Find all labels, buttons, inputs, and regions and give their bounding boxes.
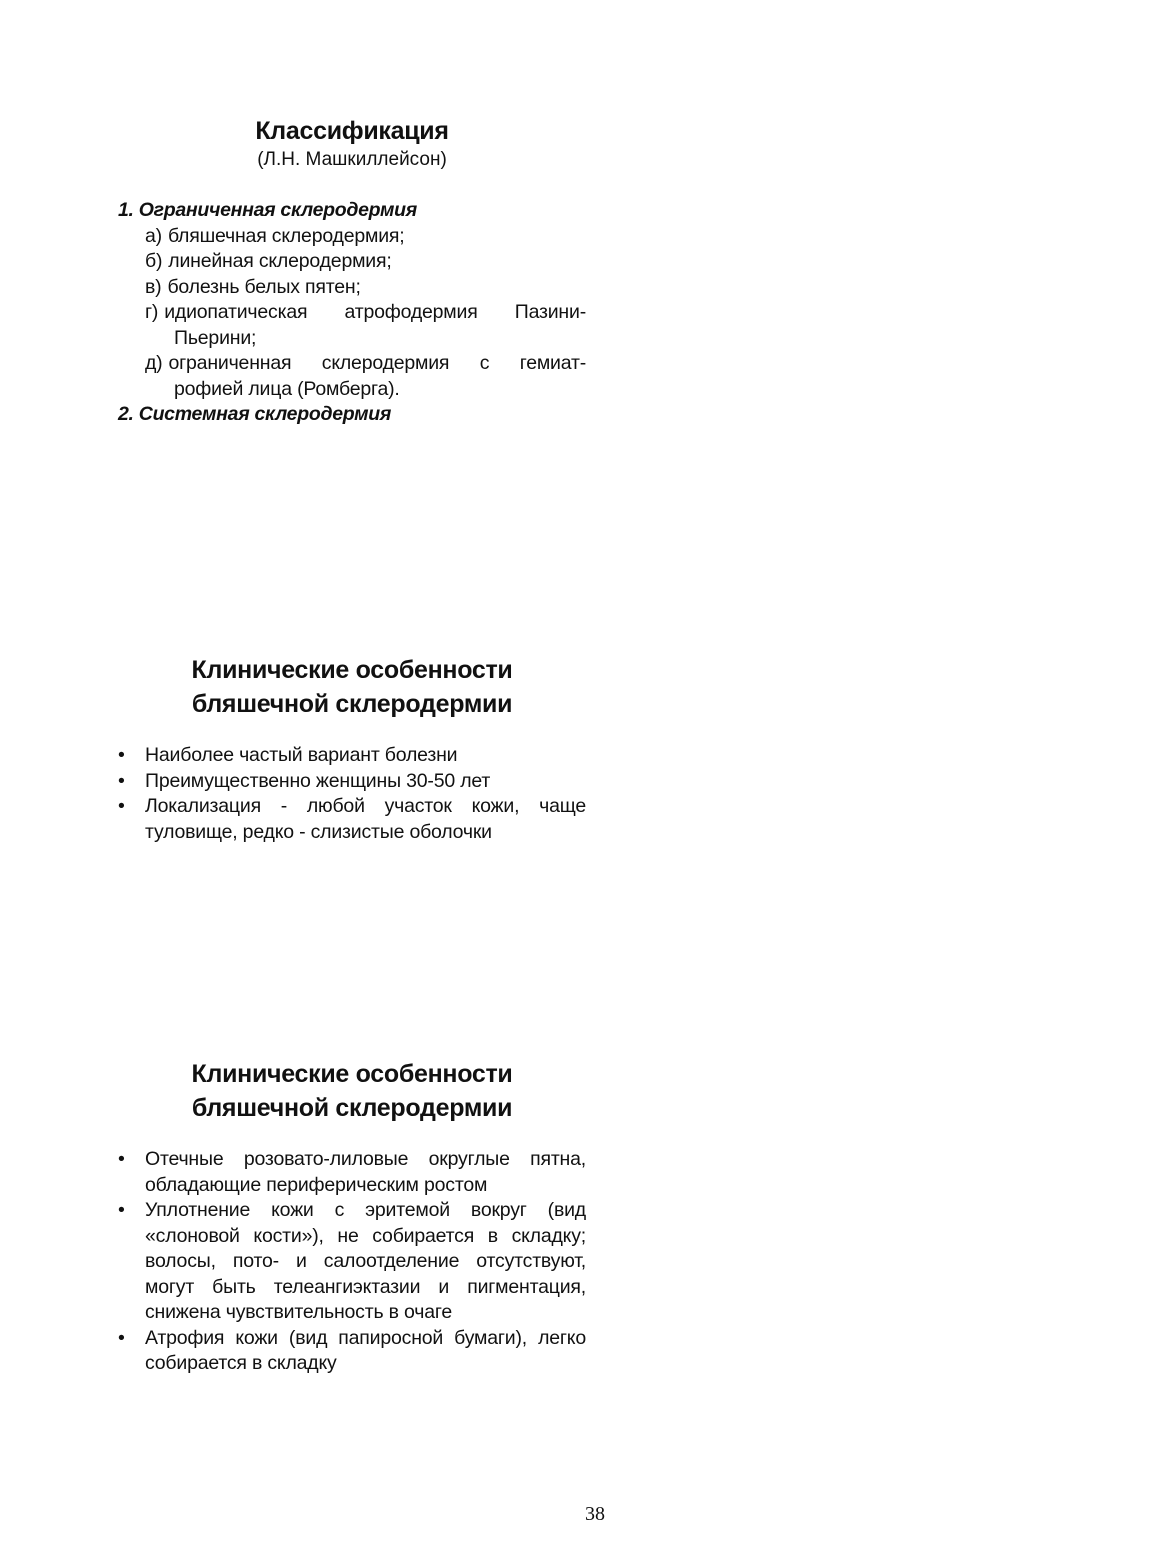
list-item-text: Локализация - любой участок кожи, чаще туловище, редко - слизистые оболочки xyxy=(145,795,586,843)
section-title-line2: бляшечной склеродермии xyxy=(191,690,513,718)
list-item xyxy=(118,794,586,845)
bullet-icon: • xyxy=(118,744,125,766)
list-item xyxy=(118,1326,586,1377)
list-item-text: Отечные розовато-лиловые округлые пятна, обладающие периферическим ростом xyxy=(145,1148,586,1196)
item-text: идиопатическая атрофодермия Пазини- xyxy=(164,301,586,323)
list-item-text: Уплотнение кожи с эритемой вокруг (вид «слоновой кости»), не собирается в складку; волосы, пото- и салоотделение отсутствуют, могут быть телеангиэктазии и пигментация, снижена чувствительность в очаге xyxy=(145,1199,586,1323)
bullet-icon: • xyxy=(118,795,125,817)
list-item xyxy=(118,743,586,769)
classification-title: Классификация xyxy=(255,117,449,145)
classification-item-d xyxy=(118,351,586,402)
classification-section xyxy=(118,114,586,428)
bullet-icon: • xyxy=(118,1148,125,1170)
section-title-line1: Клинические особенности xyxy=(191,1060,513,1088)
item-text: болезнь белых пятен; xyxy=(167,275,361,298)
bullet-icon: • xyxy=(118,1326,125,1349)
section-title-line2: бляшечной склеродермии xyxy=(191,1094,513,1122)
item-marker: г) xyxy=(145,301,159,323)
clinical-features-section-1 xyxy=(118,653,586,845)
list-item xyxy=(118,1147,586,1198)
item-text: бляшечная склеродермия; xyxy=(167,224,405,247)
classification-heading-systemic: 2. Системная склеродермия xyxy=(118,403,392,425)
classification-item-b xyxy=(118,249,586,275)
item-text-continuation: рофией лица (Ромберга). xyxy=(174,377,400,400)
bullet-list xyxy=(118,743,586,845)
item-text: линейная склеродермия; xyxy=(168,250,392,272)
bullet-icon: • xyxy=(118,769,125,792)
item-text: ограниченная склеродермия с гемиат- xyxy=(168,352,586,374)
list-item-text: Наиболее частый вариант болезни xyxy=(145,744,458,766)
list-item-text: Преимущественно женщины 30-50 лет xyxy=(145,769,491,792)
section-title-line1: Клинические особенности xyxy=(191,656,513,684)
item-marker: б) xyxy=(145,250,163,272)
item-marker: в) xyxy=(145,275,162,298)
clinical-features-section-2 xyxy=(118,1057,586,1377)
classification-item-a xyxy=(118,224,586,250)
bullet-icon: • xyxy=(118,1199,125,1221)
bullet-list xyxy=(118,1147,586,1377)
classification-item-v xyxy=(118,275,586,301)
classification-item-g xyxy=(118,300,586,351)
item-marker: д) xyxy=(145,352,163,374)
page-number: 38 xyxy=(585,1503,605,1525)
classification-heading-limited: 1. Ограниченная склеродермия xyxy=(118,199,417,221)
list-item xyxy=(118,1198,586,1326)
item-text-continuation: Пьерини; xyxy=(174,326,257,349)
list-item-text: Атрофия кожи (вид папиросной бумаги), легко собирается в складку xyxy=(145,1326,586,1374)
item-marker: а) xyxy=(145,224,162,247)
classification-subtitle: (Л.Н. Машкиллейсон) xyxy=(257,149,447,170)
list-item xyxy=(118,769,586,795)
